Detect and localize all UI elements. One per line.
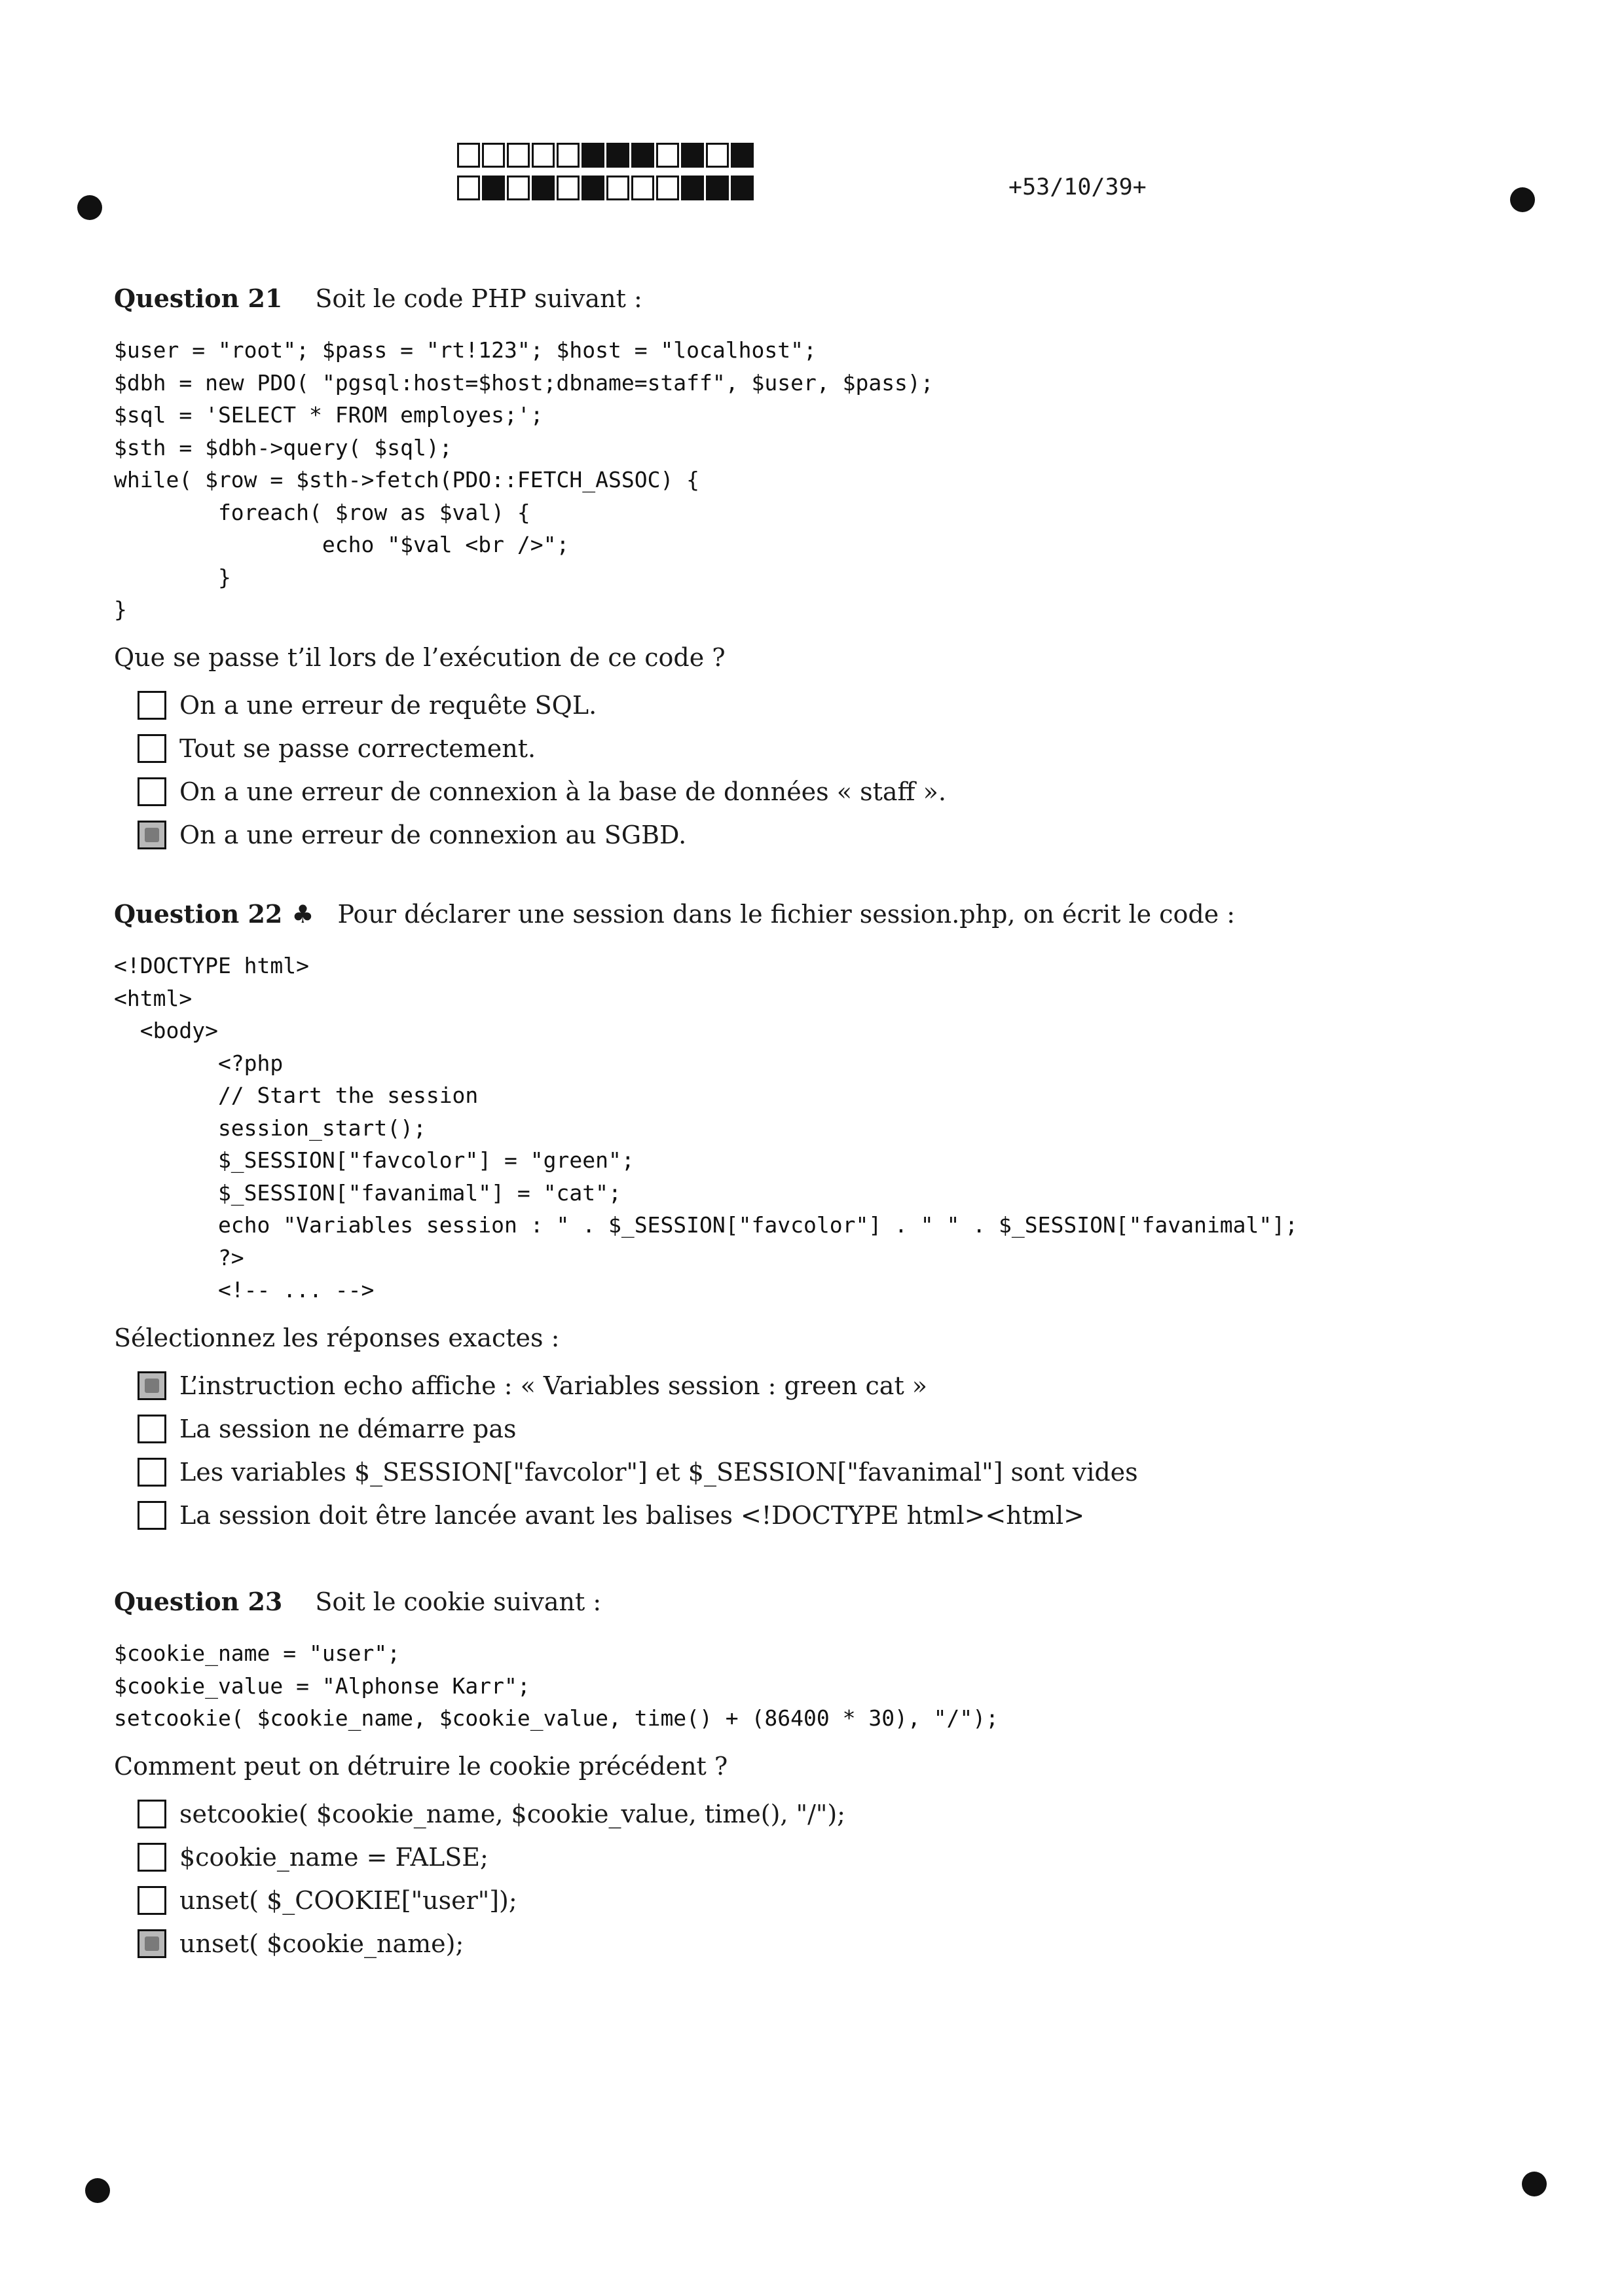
barcode-top-row [457,143,756,168]
answer-text: Les variables $_SESSION["favcolor"] et $_SESSION["favanimal"] sont vides [179,1457,1138,1487]
question-prompt: Que se passe t’il lors de l’exécution de ce code ? [114,642,726,672]
barcode-cell-filled [606,143,629,168]
barcode-cell-empty [457,176,480,200]
checkbox[interactable] [138,1843,166,1872]
answer-text: L’instruction echo affiche : « Variables session : green cat » [179,1371,928,1400]
question-intro: Soit le cookie suivant : [315,1587,602,1616]
answer-option[interactable] [114,684,1428,727]
answer-option[interactable] [114,1879,1428,1922]
question-header [114,1585,1428,1619]
question-header [114,897,1428,931]
barcode-cell-empty [457,143,480,168]
checkbox[interactable] [138,777,166,806]
code-snippet: <!DOCTYPE html> <html> <body> <?php // Start the session session_start(); $_SESSION["favcolor"] = "green"; $_SESSION["favanimal"] = "cat"; echo "Variables session : " . $_SESSION["favcolor"] . " " . $_SESSION["favanimal"]; ?> <!-- ... --> [114,953,1298,1303]
code-snippet: $user = "root"; $pass = "rt!123"; $host = "localhost"; $dbh = new PDO( "pgsql:host=$host;dbname=staff", $user, $pass); $sql = 'SELECT * FROM employes;'; $sth = $dbh->query( $sql); while( $row = $sth->fetch(PDO::FETCH_ASSOC) { foreach( $row as $val) { echo "$val <br />"; } } [114,337,934,622]
question-label: Question 23 [114,1587,283,1616]
answer-option[interactable] [114,1407,1428,1451]
barcode-cell-filled [482,176,505,200]
barcode-cell-empty [507,143,530,168]
checkbox[interactable] [138,1800,166,1828]
barcode-cell-empty [532,143,555,168]
answer-text: unset( $cookie_name); [179,1929,464,1958]
barcode-cell-filled [731,143,754,168]
barcode-cell-filled [706,176,729,200]
checkbox[interactable] [138,1458,166,1487]
checkbox[interactable] [138,1415,166,1443]
answer-option[interactable] [114,1364,1428,1407]
answer-list [114,1364,1428,1537]
answer-option[interactable] [114,813,1428,857]
page-identifier: +53/10/39+ [1008,174,1147,200]
barcode-cell-filled [681,176,704,200]
answer-text: $cookie_name = FALSE; [179,1842,489,1872]
barcode-cell-filled [581,176,604,200]
question-prompt: Comment peut on détruire le cookie précédent ? [114,1751,728,1781]
answer-option[interactable] [114,1494,1428,1537]
answer-text: La session doit être lancée avant les balises <!DOCTYPE html><html> [179,1500,1085,1530]
barcode-cell-empty [656,143,679,168]
question-header [114,282,1428,316]
barcode-cell-empty [482,143,505,168]
answer-text: La session ne démarre pas [179,1414,517,1443]
answer-option[interactable] [114,727,1428,770]
barcode-cell-filled [631,143,654,168]
barcode-cell-filled [731,176,754,200]
answer-text: setcookie( $cookie_name, $cookie_value, time(), "/"); [179,1799,845,1828]
question-prompt: Sélectionnez les réponses exactes : [114,1323,560,1352]
checkbox[interactable] [138,1501,166,1530]
checkbox-checked[interactable] [138,1371,166,1400]
answer-option[interactable] [114,1836,1428,1879]
barcode-cell-filled [581,143,604,168]
answer-list [114,1792,1428,1965]
registration-mark-bottom-right [1522,2172,1547,2196]
checkbox-checked[interactable] [138,821,166,849]
question-23 [114,1585,1428,1965]
barcode-cell-filled [532,176,555,200]
barcode-cell-filled [681,143,704,168]
registration-mark-bottom-left [85,2178,110,2203]
answer-option[interactable] [114,1451,1428,1494]
answer-option[interactable] [114,1922,1428,1965]
checkbox[interactable] [138,691,166,720]
barcode-cell-empty [507,176,530,200]
answer-text: On a une erreur de connexion au SGBD. [179,820,687,849]
question-label: Question 21 [114,284,283,313]
club-icon: ♣ [291,900,314,929]
barcode-bottom-row [457,176,756,200]
answer-list [114,684,1428,857]
answer-text: Tout se passe correctement. [179,733,536,763]
answer-text: unset( $_COOKIE["user"]); [179,1885,517,1915]
answer-text: On a une erreur de requête SQL. [179,690,597,720]
answer-text: On a une erreur de connexion à la base de données « staff ». [179,777,946,806]
registration-mark-top-right [1510,187,1535,212]
answer-option[interactable] [114,770,1428,813]
checkbox[interactable] [138,1886,166,1915]
question-label: Question 22 [114,899,283,929]
question-21 [114,282,1428,857]
registration-mark-top-left [77,195,102,220]
barcode-cell-empty [557,176,580,200]
barcode-cell-empty [606,176,629,200]
barcode-cell-empty [706,143,729,168]
code-snippet: $cookie_name = "user"; $cookie_value = "Alphonse Karr"; setcookie( $cookie_name, $cookie_value, time() + (86400 * 30), "/"); [114,1640,999,1731]
barcode-cell-empty [631,176,654,200]
answer-option[interactable] [114,1792,1428,1836]
barcode-cell-empty [557,143,580,168]
question-intro: Pour déclarer une session dans le fichier session.php, on écrit le code : [337,900,1236,929]
question-intro: Soit le code PHP suivant : [315,284,642,313]
question-22 [114,897,1428,1537]
checkbox-checked[interactable] [138,1929,166,1958]
checkbox[interactable] [138,734,166,763]
barcode-cell-empty [656,176,679,200]
